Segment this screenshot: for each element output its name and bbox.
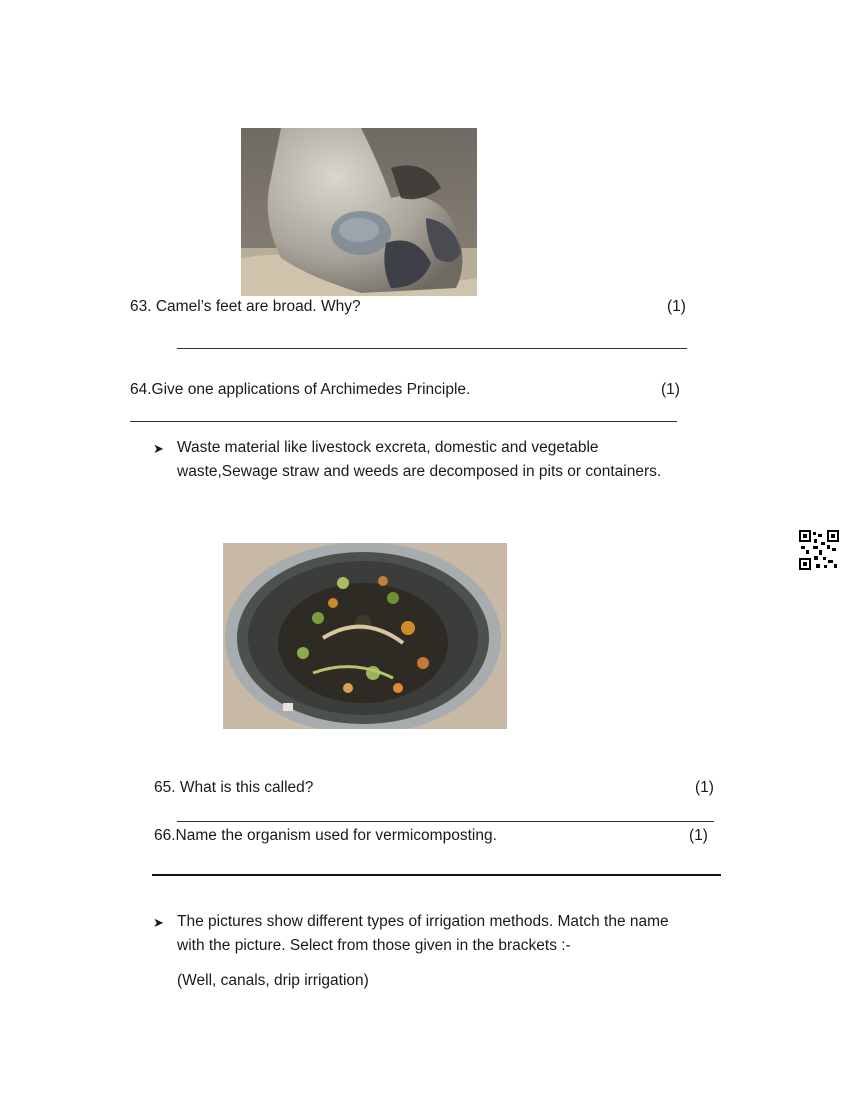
qr-code-icon (799, 530, 839, 570)
irrigation-options: (Well, canals, drip irrigation) (177, 972, 369, 989)
question-63-marks: (1) (667, 298, 686, 315)
question-64-marks: (1) (661, 381, 680, 398)
answer-line-65[interactable] (177, 821, 714, 822)
question-65-marks: (1) (695, 779, 714, 796)
question-64: 64.Give one applications of Archimedes Principle. (130, 381, 471, 398)
compost-note-line-1: Waste material like livestock excreta, domestic and vegetable (177, 439, 599, 456)
irrigation-note (177, 910, 737, 958)
irrigation-note-line-1: The pictures show different types of irrigation methods. Match the name (177, 913, 669, 930)
question-63: 63. Camel’s feet are broad. Why? (130, 298, 361, 315)
irrigation-note-line-2: with the picture. Select from those given in the brackets :- (177, 937, 571, 954)
camel-foot-photo (241, 128, 477, 296)
question-66-marks: (1) (689, 827, 708, 844)
arrowhead-bullet-icon: ➤ (153, 915, 164, 930)
compost-note-line-2: waste,Sewage straw and weeds are decomposed in pits or containers. (177, 463, 662, 480)
answer-line-66[interactable] (152, 874, 721, 876)
compost-bin-photo (223, 543, 507, 729)
answer-line-63[interactable] (177, 348, 687, 349)
compost-note (177, 436, 737, 484)
question-66: 66.Name the organism used for vermicomposting. (154, 827, 497, 844)
answer-line-64[interactable] (130, 421, 677, 422)
question-65: 65. What is this called? (154, 779, 314, 796)
arrowhead-bullet-icon: ➤ (153, 441, 164, 456)
